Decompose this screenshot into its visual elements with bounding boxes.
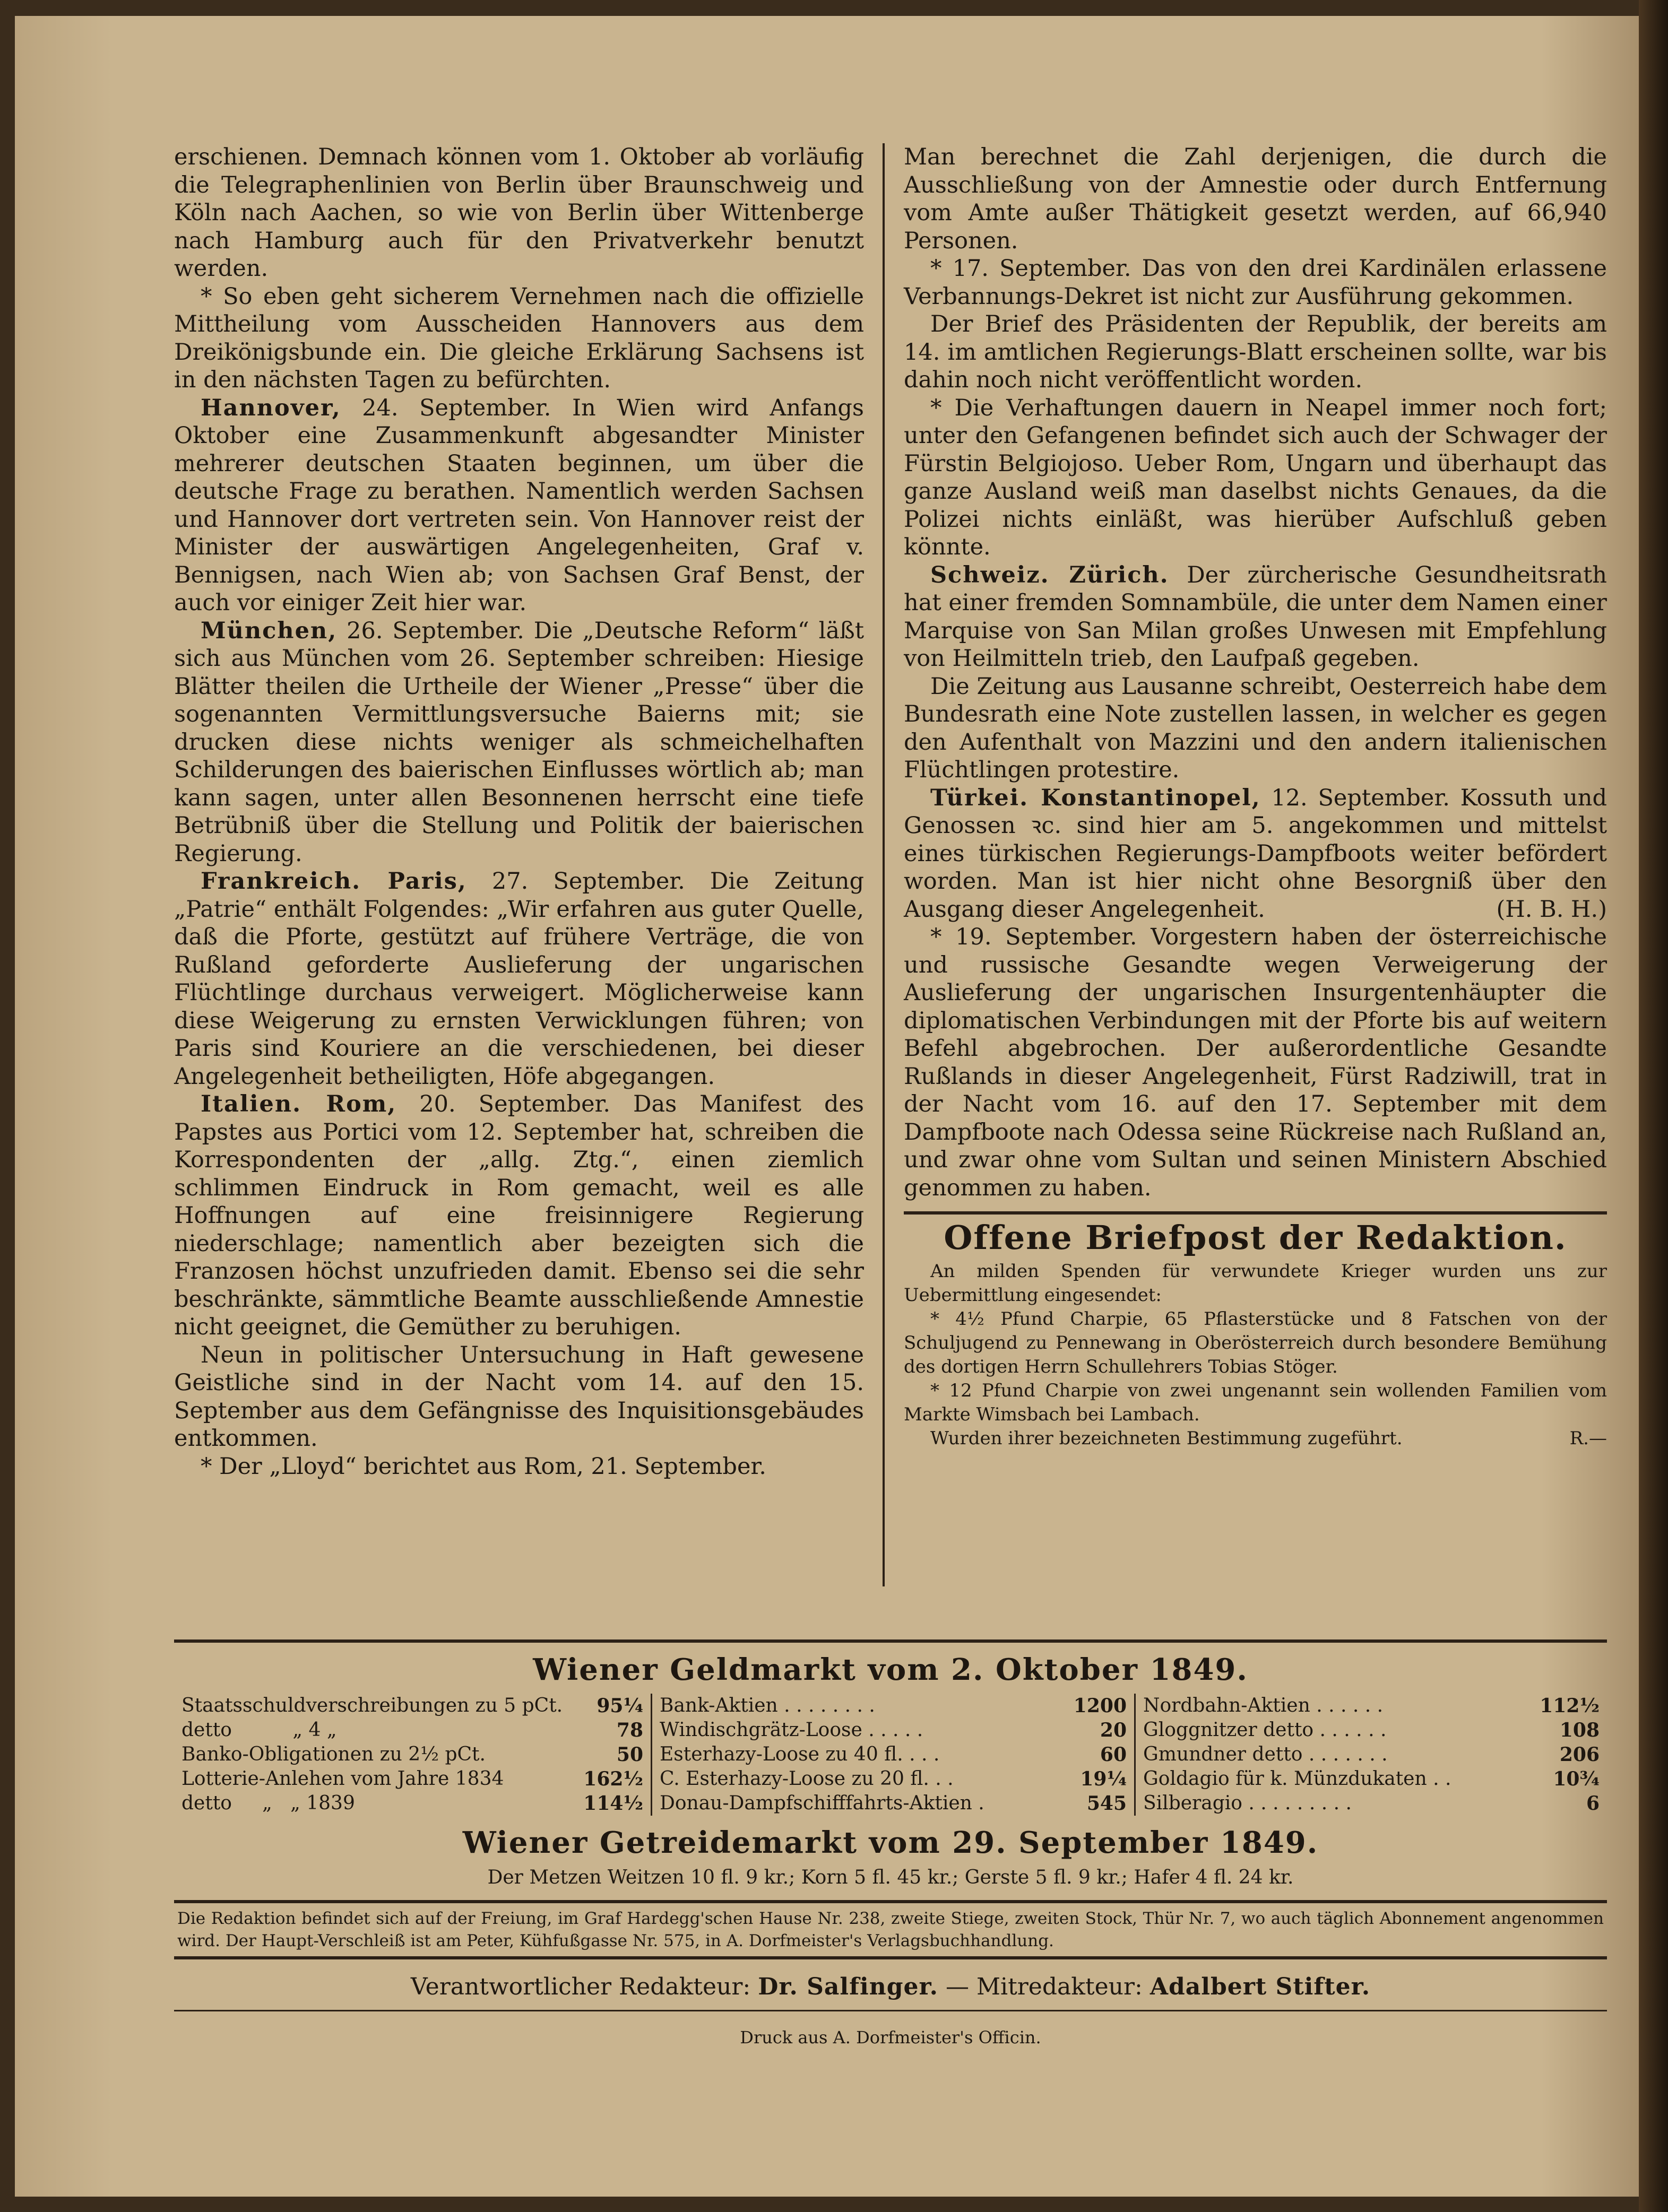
section-rule: [174, 1640, 1607, 1643]
table-row: Nordbahn-Aktien . . . . . . 112½: [1143, 1695, 1600, 1717]
table-row: detto „ 4 „ 78: [182, 1719, 643, 1741]
right-column: [904, 143, 1607, 1451]
dateline-heading: Frankreich. Paris,: [201, 868, 467, 895]
page-content: [174, 143, 1607, 2048]
table-row: Lotterie-Anlehen vom Jahre 1834 162½: [182, 1768, 643, 1790]
editor-name: Dr. Salfinger.: [758, 1973, 938, 2000]
table-row: C. Esterhazy-Loose zu 20 fl. . . 19¼: [660, 1768, 1127, 1790]
article-paragraph: Die Zeitung aus Lausanne schreibt, Oesterreich habe dem Bundesrath eine Note zustellen lassen, in welcher es gegen den Aufenthalt von Mazzini und den andern italienischen Flüchtlingen protestire.: [904, 673, 1607, 783]
column-divider: [883, 143, 885, 1586]
article-paragraph: München, 26. September. Die „Deutsche Reform“ läßt sich aus München vom 26. September schreiben: Hiesige Blätter theilen die Urtheile der Wiener „Presse“ über die sogenannten Vermittlungsversuche Baierns mit; sie drucken diese nichts weniger als schmeichelhaften Schilderungen des baierischen Einflusses wörtlich ab; man kann sagen, unter allen Besonnenen herrscht eine tiefe Betrübniß über die Stellung und Politik der baierischen Regierung.: [174, 617, 864, 867]
dateline-heading: München,: [201, 617, 338, 644]
table-row: Staatsschuldverschreibungen zu 5 pCt. 95¼: [182, 1695, 643, 1717]
section-rule: [904, 1211, 1607, 1215]
briefpost-title: Offene Briefpost der Redaktion.: [944, 1218, 1567, 1257]
market-section: [174, 1640, 1607, 2048]
briefpost-intro: An milden Spenden für verwundete Krieger wurden uns zur Uebermittlung eingesendet:: [904, 1260, 1607, 1306]
table-row: detto „ „ 1839 114½: [182, 1792, 643, 1815]
article-paragraph: Neun in politischer Untersuchung in Haft gewesene Geistliche sind in der Nacht vom 14. auf den 15. September aus dem Gefängnisse des Inquisitionsgebäudes entkommen.: [174, 1341, 864, 1452]
source-signature: (H. B. H.): [1496, 896, 1607, 923]
printer-imprint: Druck aus A. Dorfmeister's Officin.: [740, 2027, 1041, 2048]
newspaper-page: [15, 16, 1639, 2197]
table-row: Donau-Dampfschifffahrts-Aktien . 545: [660, 1792, 1127, 1815]
geldmarkt-table: [174, 1694, 1607, 1816]
briefpost-item: * 4½ Pfund Charpie, 65 Pflasterstücke und 8 Fatschen von der Schuljugend zu Pennewang in Oberösterreich durch besondere Bemühung des dortigen Herrn Schullehrers Tobias Stöger.: [904, 1308, 1607, 1377]
article-paragraph: erschienen. Demnach können vom 1. Oktober ab vorläufig die Telegraphenlinien von Berlin über Braunschweig und Köln nach Aachen, so wie von Berlin über Wittenberge nach Hamburg auch für den Privatverkehr benutzt werden.: [174, 144, 864, 282]
table-row: Gmundner detto . . . . . . . 206: [1143, 1743, 1600, 1766]
briefpost-signature: R.—: [1569, 1427, 1607, 1449]
article-paragraph: * Die Verhaftungen dauern in Neapel immer noch fort; unter den Gefangenen befindet sich auch der Schwager der Fürstin Belgiojoso. Ueber Rom, Ungarn und überhaupt das ganze Ausland weiß man daselbst nichts Genaues, da die Polizei nichts einläßt, was hierüber Aufschluß geben könnte.: [904, 394, 1607, 560]
co-editor-name: Adalbert Stifter.: [1150, 1973, 1371, 2000]
article-paragraph: Frankreich. Paris, 27. September. Die Zeitung „Patrie“ enthält Folgendes: „Wir erfahren aus guter Quelle, daß die Pforte, gestützt auf frühere Verträge, die von Rußland geforderte Auslieferung der ungarischen Flüchtlinge durchaus verweigert. Möglicherweise kann diese Weigerung zu ernsten Verwicklungen führen; von Paris sind Kouriere an die verschiedenen, bei dieser Angelegenheit betheiligten, Höfe abgegangen.: [174, 868, 864, 1090]
editor-line: Verantwortlicher Redakteur: Dr. Salfinger. — Mitredakteur: Adalbert Stifter.: [410, 1973, 1371, 2000]
briefpost-closing: Wurden ihrer bezeichneten Bestimmung zugeführt. R.—: [904, 1427, 1607, 1451]
table-row: Banko-Obligationen zu 2½ pCt. 50: [182, 1743, 643, 1766]
article-paragraph: Schweiz. Zürich. Der zürcherische Gesundheitsrath hat einer fremden Somnambüle, die unter dem Namen einer Marquise von San Milan großes Unwesen mit Empfehlung von Heilmitteln trieb, den Laufpaß gegeben.: [904, 561, 1607, 672]
dateline-heading: Hannover,: [201, 394, 341, 421]
table-row: Gloggnitzer detto . . . . . . 108: [1143, 1719, 1600, 1741]
article-paragraph: * 17. September. Das von den drei Kardinälen erlassene Verbannungs-Dekret ist nicht zur Ausführung gekommen.: [904, 255, 1607, 310]
table-row: Windischgrätz-Loose . . . . . 20: [660, 1719, 1127, 1741]
article-paragraph: Türkei. Konstantinopel, 12. September. Kossuth und Genossen ꝛc. sind hier am 5. angekommen und mittelst eines türkischen Regierungs-Dampfboots weiter befördert worden. Man ist hier nicht ohne Besorgniß über den Ausgang dieser Angelegenheit. (H. B. H.): [904, 784, 1607, 923]
briefpost-body: [904, 1260, 1607, 1451]
article-paragraph: Hannover, 24. September. In Wien wird Anfangs Oktober eine Zusammenkunft abgesandter Minister mehrerer deutschen Staaten beginnen, um über die deutsche Frage zu berathen. Namentlich werden Sachsen und Hannover dort vertreten sein. Von Hannover reist der Minister der auswärtigen Angelegenheiten, Graf v. Bennigsen, nach Wien ab; von Sachsen Graf Benst, der auch vor einiger Zeit hier war.: [174, 394, 864, 616]
text-columns: [174, 143, 1607, 1618]
briefpost-item: * 12 Pfund Charpie von zwei ungenannt sein wollenden Familien vom Markte Wimsbach bei Lambach.: [904, 1380, 1607, 1425]
geldmarkt-column: [652, 1694, 1136, 1816]
table-row: Bank-Aktien . . . . . . . . 1200: [660, 1695, 1127, 1717]
editorial-notice: Die Redaktion befindet sich auf der Freiung, im Graf Hardegg'schen Hause Nr. 238, zweite Stiege, zweiten Stock, Thür Nr. 7, wo auch täglich Abonnement angenommen wird. Der Haupt-Verschleiß ist am Peter, Kühfußgasse Nr. 575, in A. Dorfmeister's Verlagsbuchhandlung.: [174, 1900, 1607, 1959]
page-gutter-shadow: [1639, 0, 1668, 2212]
article-paragraph: Man berechnet die Zahl derjenigen, die durch die Ausschließung von der Amnestie oder durch Entfernung vom Amte außer Thätigkeit gesetzt werden, auf 66,940 Personen.: [904, 144, 1607, 254]
geldmarkt-title: Wiener Geldmarkt vom 2. Oktober 1849.: [533, 1652, 1248, 1687]
dateline-heading: Italien. Rom,: [201, 1091, 397, 1117]
article-paragraph: * 19. September. Vorgestern haben der österreichische und russische Gesandte wegen Verweigerung der Auslieferung der ungarischen Insurgentenhäupter die diplomatischen Verbindungen mit der Pforte bis auf weitern Befehl abgebrochen. Der außerordentliche Gesandte Rußlands in dieser Angelegenheit, Fürst Radziwill, trat in der Nacht vom 16. auf den 17. September mit dem Dampfboote nach Odessa seine Rückreise nach Rußland an, und zwar ohne vom Sultan und seinen Ministern Abschied genommen zu haben.: [904, 924, 1607, 1201]
section-rule: [174, 2010, 1607, 2011]
table-row: Silberagio . . . . . . . . . 6: [1143, 1792, 1600, 1815]
left-column: [174, 143, 864, 1480]
getreidemarkt-prices: Der Metzen Weitzen 10 fl. 9 kr.; Korn 5 fl. 45 kr.; Gerste 5 fl. 9 kr.; Hafer 4 fl. 24 kr.: [487, 1867, 1294, 1888]
dateline-heading: Schweiz. Zürich.: [930, 561, 1169, 588]
geldmarkt-column: [174, 1694, 652, 1816]
article-paragraph: * Der „Lloyd“ berichtet aus Rom, 21. September.: [201, 1453, 766, 1480]
article-paragraph: Der Brief des Präsidenten der Republik, der bereits am 14. im amtlichen Regierungs-Blatt erscheinen sollte, war bis dahin noch nicht veröffentlicht worden.: [904, 311, 1607, 393]
article-paragraph: * So eben geht sicherem Vernehmen nach die offizielle Mittheilung vom Ausscheiden Hannovers aus dem Dreikönigsbunde ein. Die gleiche Erklärung Sachsens ist in den nächsten Tagen zu befürchten.: [174, 283, 864, 393]
table-row: Goldagio für k. Münzdukaten . . 10¾: [1143, 1768, 1600, 1790]
article-paragraph: Italien. Rom, 20. September. Das Manifest des Papstes aus Portici vom 12. September hat, schreiben die Korrespondenten der „allg. Ztg.“, einen ziemlich schlimmen Eindruck in Rom gemacht, weil es alle Hoffnungen auf eine freisinnigere Regierung niederschlage; namentlich aber bezeigten sich die Franzosen höchst unzufrieden damit. Ebenso sei die sehr beschränkte, sämmtliche Beamte ausschließende Amnestie nicht geeignet, die Gemüther zu beruhigen.: [174, 1091, 864, 1340]
getreidemarkt-title: Wiener Getreidemarkt vom 29. September 1849.: [462, 1825, 1319, 1860]
geldmarkt-column: [1136, 1694, 1607, 1816]
dateline-heading: Türkei. Konstantinopel,: [930, 784, 1261, 811]
table-row: Esterhazy-Loose zu 40 fl. . . . 60: [660, 1743, 1127, 1766]
